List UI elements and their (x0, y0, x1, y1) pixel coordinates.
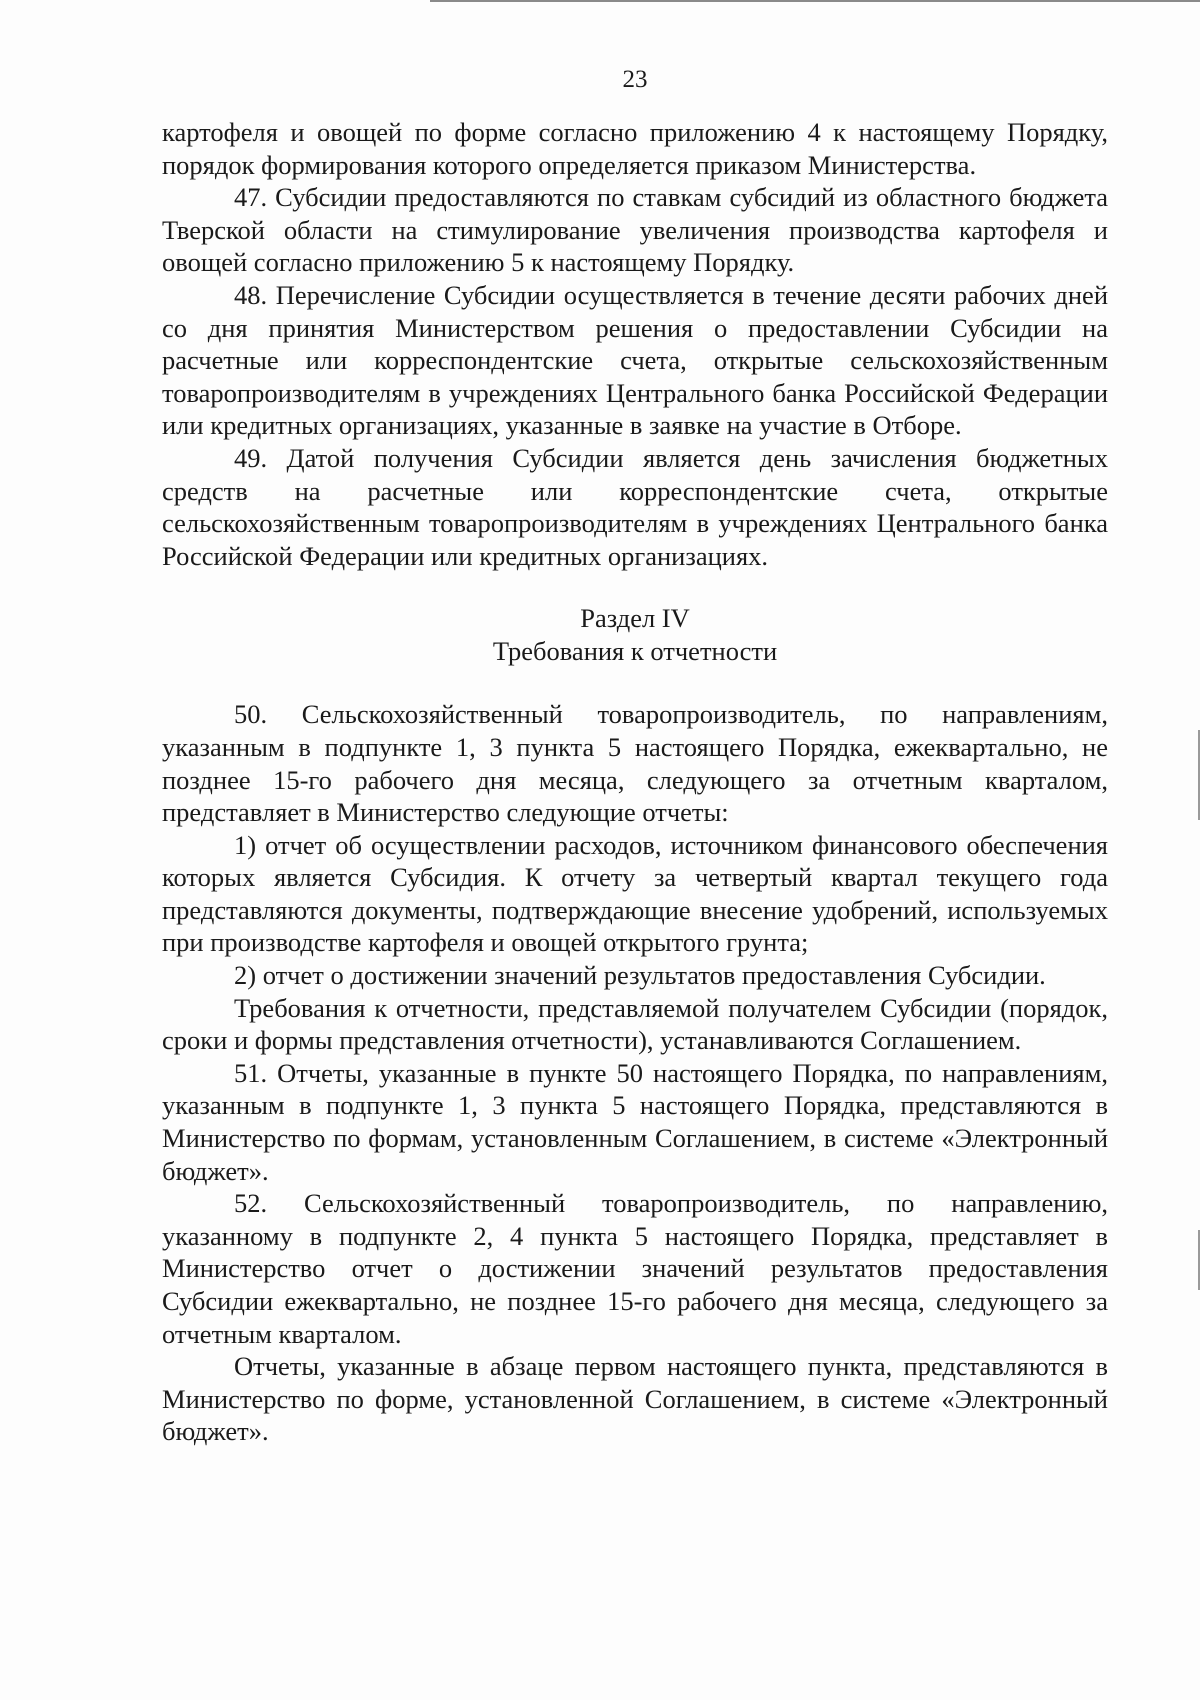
paragraph: Требования к отчетности, представляемой получателем Субсидии (порядок, сроки и формы представления отчетности), устанавливаются Соглашением. (162, 992, 1108, 1056)
paragraph: Отчеты, указанные в абзаце первом настоящего пункта, представляются в Министерство по форме, установленной Соглашением, в системе «Электронный бюджет». (162, 1351, 1108, 1447)
paragraph: картофеля и овощей по форме согласно приложению 4 к настоящему Порядку, порядок формирования которого определяется приказом Министерства. (162, 117, 1108, 180)
list-item-2: 2) отчет о достижении значений результатов предоставления Субсидии. (234, 960, 1046, 991)
paragraph-51: 51. Отчеты, указанные в пункте 50 настоящего Порядка, по направлениям, указанным в подпункте 1, 3 пункта 5 настоящего Порядка, представляются в Министерство по формам, установленным Соглашением, в системе «Электронный бюджет». (162, 1057, 1108, 1186)
paragraph-47: 47. Субсидии предоставляются по ставкам субсидий из областного бюджета Тверской области на стимулирование увеличения производства картофеля и овощей согласно приложению 5 к настоящему Порядку. (162, 182, 1108, 278)
section-number: Раздел IV (580, 603, 690, 634)
paragraph-50: 50. Сельскохозяйственный товаропроизводитель, по направлениям, указанным в подпункте 1, 3 пункта 5 настоящего Порядка, ежеквартально, не позднее 15-го рабочего дня месяца, следующего за отчетным кварталом, представляет в Министерство следующие отчеты: (162, 699, 1108, 828)
section-title: Требования к отчетности (492, 636, 778, 667)
paragraph-48: 48. Перечисление Субсидии осуществляется в течение десяти рабочих дней со дня принятия Министерством решения о предоставлении Субсидии на расчетные или корреспондентские счета, открытые сельскохозяйственным товаропроизводителям в учреждениях Центрального банка Российской Федерации или кредитных организациях, указанные в заявке на участие в Отборе. (162, 279, 1108, 441)
paragraph-52: 52. Сельскохозяйственный товаропроизводитель, по направлению, указанному в подпункте 2, 4 пункта 5 настоящего Порядка, представляет в Министерство отчет о достижении значений результатов предоставления Субсидии ежеквартально, не позднее 15-го рабочего дня месяца, следующего за отчетным кварталом. (162, 1188, 1108, 1349)
list-item-1: 1) отчет об осуществлении расходов, источником финансового обеспечения которых является Субсидия. К отчету за четвертый квартал текущего года представляются документы, подтверждающие внесение удобрений, используемых при производстве картофеля и овощей открытого грунта; (162, 829, 1108, 958)
scan-border-top (430, 0, 1200, 2)
page-number: 23 (622, 66, 648, 93)
section-heading (162, 602, 1108, 668)
document-body (162, 116, 1108, 1448)
paragraph-49: 49. Датой получения Субсидии является день зачисления бюджетных средств на расчетные или корреспондентские счета, открытые сельскохозяйственным товаропроизводителям в учреждениях Центрального банка Российской Федерации или кредитных организациях. (162, 442, 1108, 571)
